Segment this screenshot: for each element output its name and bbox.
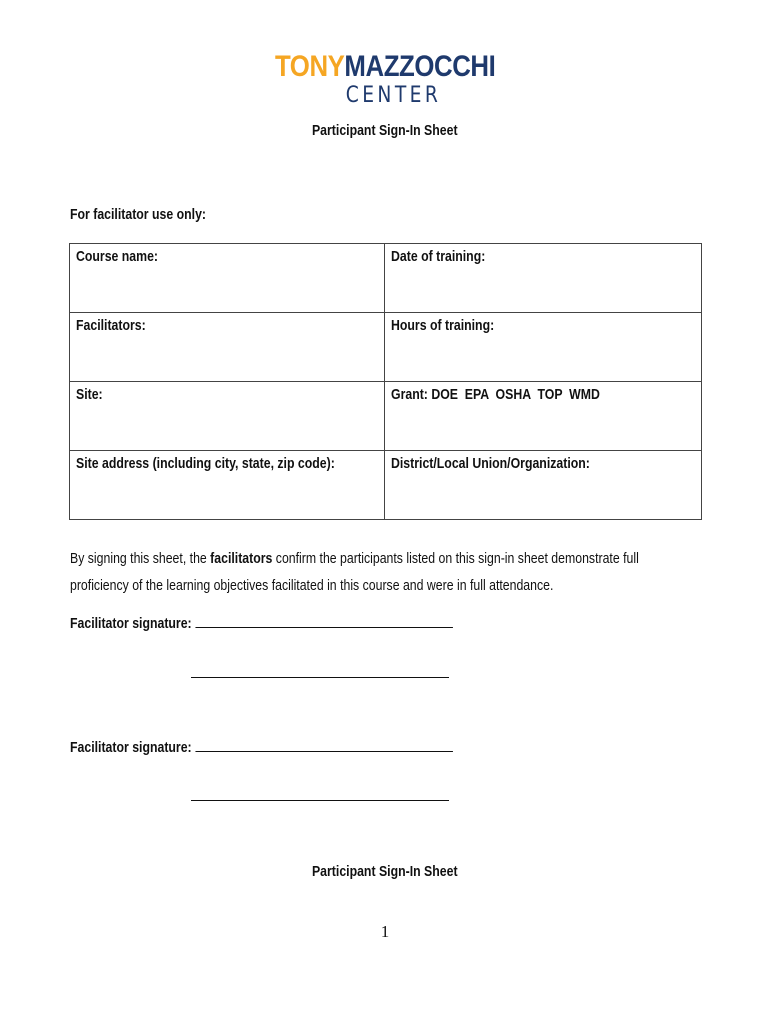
- organization-cell[interactable]: [385, 451, 702, 520]
- table-row: [70, 451, 702, 520]
- table-row: [70, 244, 702, 313]
- date-of-training-cell[interactable]: [385, 244, 702, 313]
- grant-cell[interactable]: [385, 382, 702, 451]
- hours-of-training-cell[interactable]: [385, 313, 702, 382]
- facilitator-signature-label-1: Facilitator signature:: [70, 615, 192, 632]
- facilitator-section-heading: For facilitator use only:: [70, 206, 207, 223]
- statement-bold: facilitators: [210, 550, 273, 567]
- footer-title: [0, 863, 770, 880]
- logo-tony: TONY: [274, 50, 345, 83]
- facilitator-signature-line-2b[interactable]: [191, 799, 449, 801]
- facilitator-signature-line-1b[interactable]: [191, 676, 449, 678]
- course-name-label: Course name:: [76, 248, 159, 265]
- statement-text-b: confirm the participants listed on this sign-in sheet demonstrate full: [272, 550, 639, 567]
- site-cell[interactable]: [70, 382, 385, 451]
- facilitator-signature-1: [70, 615, 453, 632]
- facilitators-label: Facilitators:: [76, 317, 146, 334]
- statement-text-a: By signing this sheet, the: [70, 550, 211, 567]
- confirmation-statement: [70, 545, 770, 599]
- facilitator-signature-2: [70, 739, 453, 756]
- site-address-label: Site address (including city, state, zip code):: [76, 455, 335, 472]
- table-row: [70, 382, 702, 451]
- organization-label: District/Local Union/Organization:: [391, 455, 590, 472]
- facilitator-signature-line-2[interactable]: [195, 751, 452, 752]
- logo-wordmark: [275, 52, 495, 82]
- site-label: Site:: [76, 386, 103, 403]
- page-number: 1: [380, 922, 390, 941]
- facilitator-signature-label-2: Facilitator signature:: [70, 739, 192, 756]
- page-title: [0, 122, 770, 139]
- logo: [0, 52, 770, 108]
- page-title-text: Participant Sign-In Sheet: [312, 122, 458, 139]
- statement-line-2: proficiency of the learning objectives facilitated in this course and were in full attendance.: [70, 577, 554, 594]
- facilitator-signature-line-1[interactable]: [195, 627, 452, 628]
- hours-of-training-label: Hours of training:: [391, 317, 495, 334]
- footer-title-text: Participant Sign-In Sheet: [312, 863, 458, 880]
- logo-mazzocchi: MAZZOCCHI: [344, 50, 496, 83]
- facilitators-cell[interactable]: [70, 313, 385, 382]
- date-of-training-label: Date of training:: [391, 248, 486, 265]
- facilitator-info-table: [69, 243, 702, 520]
- table-row: [70, 313, 702, 382]
- course-name-cell[interactable]: [70, 244, 385, 313]
- statement-line-1: [70, 545, 644, 572]
- grant-label: Grant: DOE EPA OSHA TOP WMD: [391, 386, 600, 403]
- site-address-cell[interactable]: [70, 451, 385, 520]
- logo-center: CENTER: [345, 83, 442, 108]
